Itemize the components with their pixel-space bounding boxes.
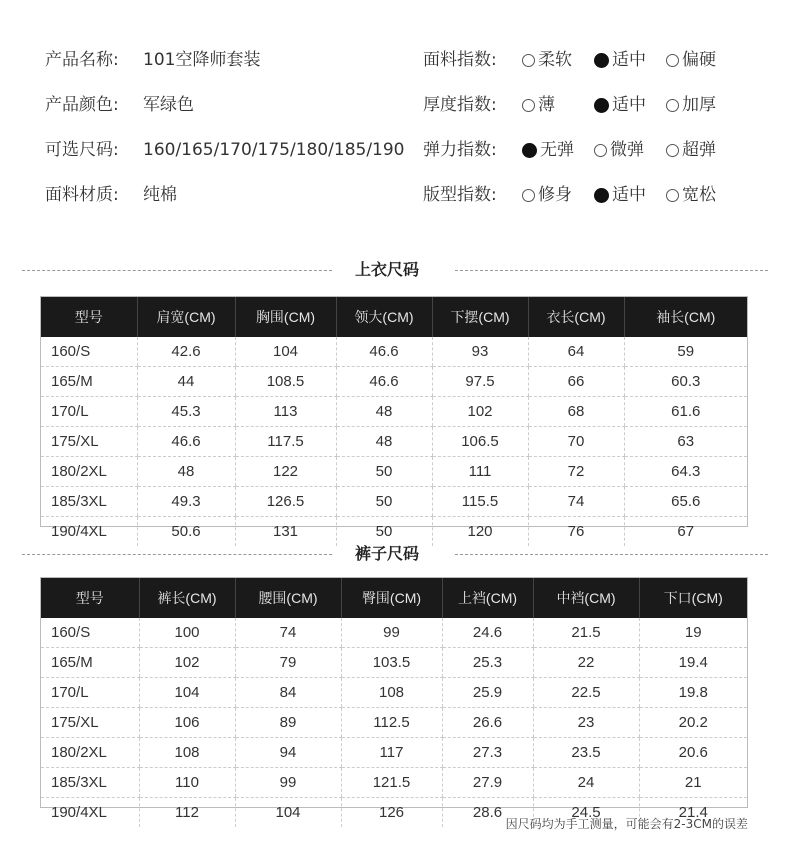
column-header: 袖长(CM) [624,297,747,337]
table-row [41,618,747,648]
index-option-label: 适中 [612,95,646,115]
index-row [0,180,790,210]
measurement-cell: 50.6 [137,517,235,547]
index-option-label: 宽松 [682,185,716,205]
measurement-cell: 61.6 [624,397,747,427]
measurement-note: 因尺码均为手工测量，可能会有2-3CM的误差 [505,817,748,831]
product-name-label: 产品名称: [45,50,119,70]
measurement-cell: 102 [432,397,528,427]
size-cell: 165/M [41,648,139,678]
measurement-cell: 46.6 [336,337,432,367]
table-row [41,487,747,517]
measurement-cell: 74 [528,487,624,517]
measurement-cell: 20.6 [639,738,747,768]
size-cell: 170/L [41,678,139,708]
measurement-cell: 24.5 [533,798,639,828]
measurement-cell: 103.5 [341,648,442,678]
size-cell: 180/2XL [41,738,139,768]
measurement-cell: 115.5 [432,487,528,517]
product-name-value: 101空降师套装 [143,50,261,70]
index-label: 面料指数: [423,50,497,70]
divider [22,270,332,271]
measurement-cell: 28.6 [442,798,533,828]
index-option [522,180,572,210]
index-row [0,45,790,75]
measurement-cell: 67 [624,517,747,547]
index-option [594,45,646,75]
measurement-cell: 100 [139,618,235,648]
radio-empty-icon [522,189,535,202]
measurement-cell: 117.5 [235,427,336,457]
measurement-cell: 27.3 [442,738,533,768]
index-option [666,135,716,165]
measurement-cell: 93 [432,337,528,367]
measurement-cell: 110 [139,768,235,798]
sizes-value: 160/165/170/175/180/185/190 [143,140,405,160]
measurement-cell: 108.5 [235,367,336,397]
measurement-cell: 25.9 [442,678,533,708]
size-cell: 160/S [41,618,139,648]
measurement-cell: 131 [235,517,336,547]
measurement-cell: 45.3 [137,397,235,427]
measurement-cell: 19.4 [639,648,747,678]
radio-filled-icon [594,98,609,113]
column-header: 裤长(CM) [139,578,235,618]
index-row [0,135,790,165]
measurement-cell: 94 [235,738,341,768]
table-row [41,648,747,678]
measurement-cell: 89 [235,708,341,738]
measurement-cell: 19.8 [639,678,747,708]
index-option [594,90,646,120]
radio-empty-icon [666,54,679,67]
measurement-cell: 104 [139,678,235,708]
top-size-title: 上衣尺码 [355,260,420,279]
measurement-cell: 24 [533,768,639,798]
measurement-cell: 104 [235,798,341,828]
measurement-cell: 46.6 [336,367,432,397]
column-header: 衣长(CM) [528,297,624,337]
table-row [41,337,747,367]
index-row [0,90,790,120]
pants-size-table-frame [40,577,748,821]
measurement-cell: 126 [341,798,442,828]
measurement-cell: 102 [139,648,235,678]
measurement-cell: 46.6 [137,427,235,457]
table-row [41,397,747,427]
measurement-cell: 23 [533,708,639,738]
measurement-cell: 121.5 [341,768,442,798]
measurement-cell: 106 [139,708,235,738]
measurement-cell: 25.3 [442,648,533,678]
index-option-label: 偏硬 [682,50,716,70]
top-size-section-title [0,258,790,282]
measurement-cell: 24.6 [442,618,533,648]
measurement-cell: 122 [235,457,336,487]
radio-empty-icon [594,144,607,157]
measurement-cell: 23.5 [533,738,639,768]
table-row [41,427,747,457]
measurement-cell: 72 [528,457,624,487]
measurement-cell: 117 [341,738,442,768]
divider [22,554,332,555]
table-row [41,367,747,397]
measurement-cell: 64 [528,337,624,367]
measurement-cell: 68 [528,397,624,427]
measurement-cell: 21.4 [639,798,747,828]
measurement-cell: 108 [139,738,235,768]
measurement-cell: 21.5 [533,618,639,648]
radio-empty-icon [666,99,679,112]
measurement-cell: 104 [235,337,336,367]
column-header: 下口(CM) [639,578,747,618]
measurement-cell: 60.3 [624,367,747,397]
measurement-cell: 97.5 [432,367,528,397]
index-option [522,45,572,75]
pants-size-title: 裤子尺码 [355,544,420,563]
measurement-cell: 48 [336,427,432,457]
radio-filled-icon [594,53,609,68]
measurement-cell: 50 [336,517,432,547]
table-row [41,457,747,487]
index-option-label: 适中 [612,50,646,70]
column-header: 型号 [41,578,139,618]
top-size-table-frame [40,296,748,540]
radio-empty-icon [522,54,535,67]
measurement-cell: 63 [624,427,747,457]
divider [455,270,768,271]
column-header: 臀围(CM) [341,578,442,618]
table-row [41,768,747,798]
index-label: 厚度指数: [423,95,497,115]
index-option [666,180,716,210]
measurement-cell: 108 [341,678,442,708]
column-header: 胸围(CM) [235,297,336,337]
measurement-cell: 74 [235,618,341,648]
size-cell: 165/M [41,367,137,397]
column-header: 下摆(CM) [432,297,528,337]
table-row [41,738,747,768]
size-cell: 190/4XL [51,523,107,540]
measurement-cell: 70 [528,427,624,457]
pants-size-section-title [0,542,790,566]
column-header: 中裆(CM) [533,578,639,618]
size-cell: 185/3XL [41,487,137,517]
column-header: 上裆(CM) [442,578,533,618]
radio-empty-icon [666,189,679,202]
radio-filled-icon [594,188,609,203]
measurement-cell: 48 [336,397,432,427]
index-label: 弹力指数: [423,140,497,160]
index-option-label: 修身 [538,185,572,205]
measurement-cell: 42.6 [137,337,235,367]
measurement-cell: 19 [639,618,747,648]
measurement-cell: 20.2 [639,708,747,738]
product-color-value: 军绿色 [143,95,194,115]
measurement-cell: 66 [528,367,624,397]
index-option [666,45,716,75]
measurement-cell: 84 [235,678,341,708]
column-header: 型号 [41,297,137,337]
radio-filled-icon [522,143,537,158]
column-header: 领大(CM) [336,297,432,337]
radio-empty-icon [666,144,679,157]
measurement-cell: 106.5 [432,427,528,457]
measurement-cell: 50 [336,457,432,487]
measurement-cell: 65.6 [624,487,747,517]
radio-empty-icon [522,99,535,112]
measurement-cell: 76 [528,517,624,547]
table-row [41,678,747,708]
divider [455,554,768,555]
size-cell: 185/3XL [41,768,139,798]
pants-size-table [41,578,747,827]
measurement-cell: 111 [432,457,528,487]
index-option-label: 适中 [612,185,646,205]
index-option [522,135,574,165]
measurement-cell: 99 [341,618,442,648]
measurement-cell: 79 [235,648,341,678]
measurement-cell: 50 [336,487,432,517]
measurement-cell: 112.5 [341,708,442,738]
top-size-table [41,297,747,546]
index-option-label: 超弹 [682,140,716,160]
product-color-label: 产品颜色: [45,95,119,115]
column-header: 腰围(CM) [235,578,341,618]
material-label: 面料材质: [45,185,119,205]
measurement-cell: 126.5 [235,487,336,517]
table-row [41,708,747,738]
material-value: 纯棉 [143,185,177,205]
index-option [522,90,555,120]
index-option-label: 加厚 [682,95,716,115]
measurement-cell: 27.9 [442,768,533,798]
size-cell: 175/XL [41,708,139,738]
measurement-cell: 26.6 [442,708,533,738]
size-cell: 160/S [41,337,137,367]
measurement-cell: 44 [137,367,235,397]
size-cell: 180/2XL [41,457,137,487]
measurement-cell: 99 [235,768,341,798]
measurement-cell: 64.3 [624,457,747,487]
index-option-label: 无弹 [540,140,574,160]
measurement-cell: 120 [432,517,528,547]
size-cell: 175/XL [41,427,137,457]
index-option-label: 柔软 [538,50,572,70]
index-option [594,180,646,210]
measurement-cell: 49.3 [137,487,235,517]
index-option-label: 微弹 [610,140,644,160]
index-option-label: 薄 [538,95,555,115]
sizes-label: 可选尺码: [45,140,119,160]
index-option [594,135,644,165]
index-option [666,90,716,120]
index-label: 版型指数: [423,185,497,205]
measurement-cell: 48 [137,457,235,487]
measurement-cell: 22.5 [533,678,639,708]
size-cell: 190/4XL [51,804,107,821]
measurement-cell: 59 [624,337,747,367]
measurement-cell: 112 [139,798,235,828]
measurement-cell: 22 [533,648,639,678]
size-cell: 170/L [41,397,137,427]
measurement-cell: 113 [235,397,336,427]
measurement-cell: 21 [639,768,747,798]
column-header: 肩宽(CM) [137,297,235,337]
